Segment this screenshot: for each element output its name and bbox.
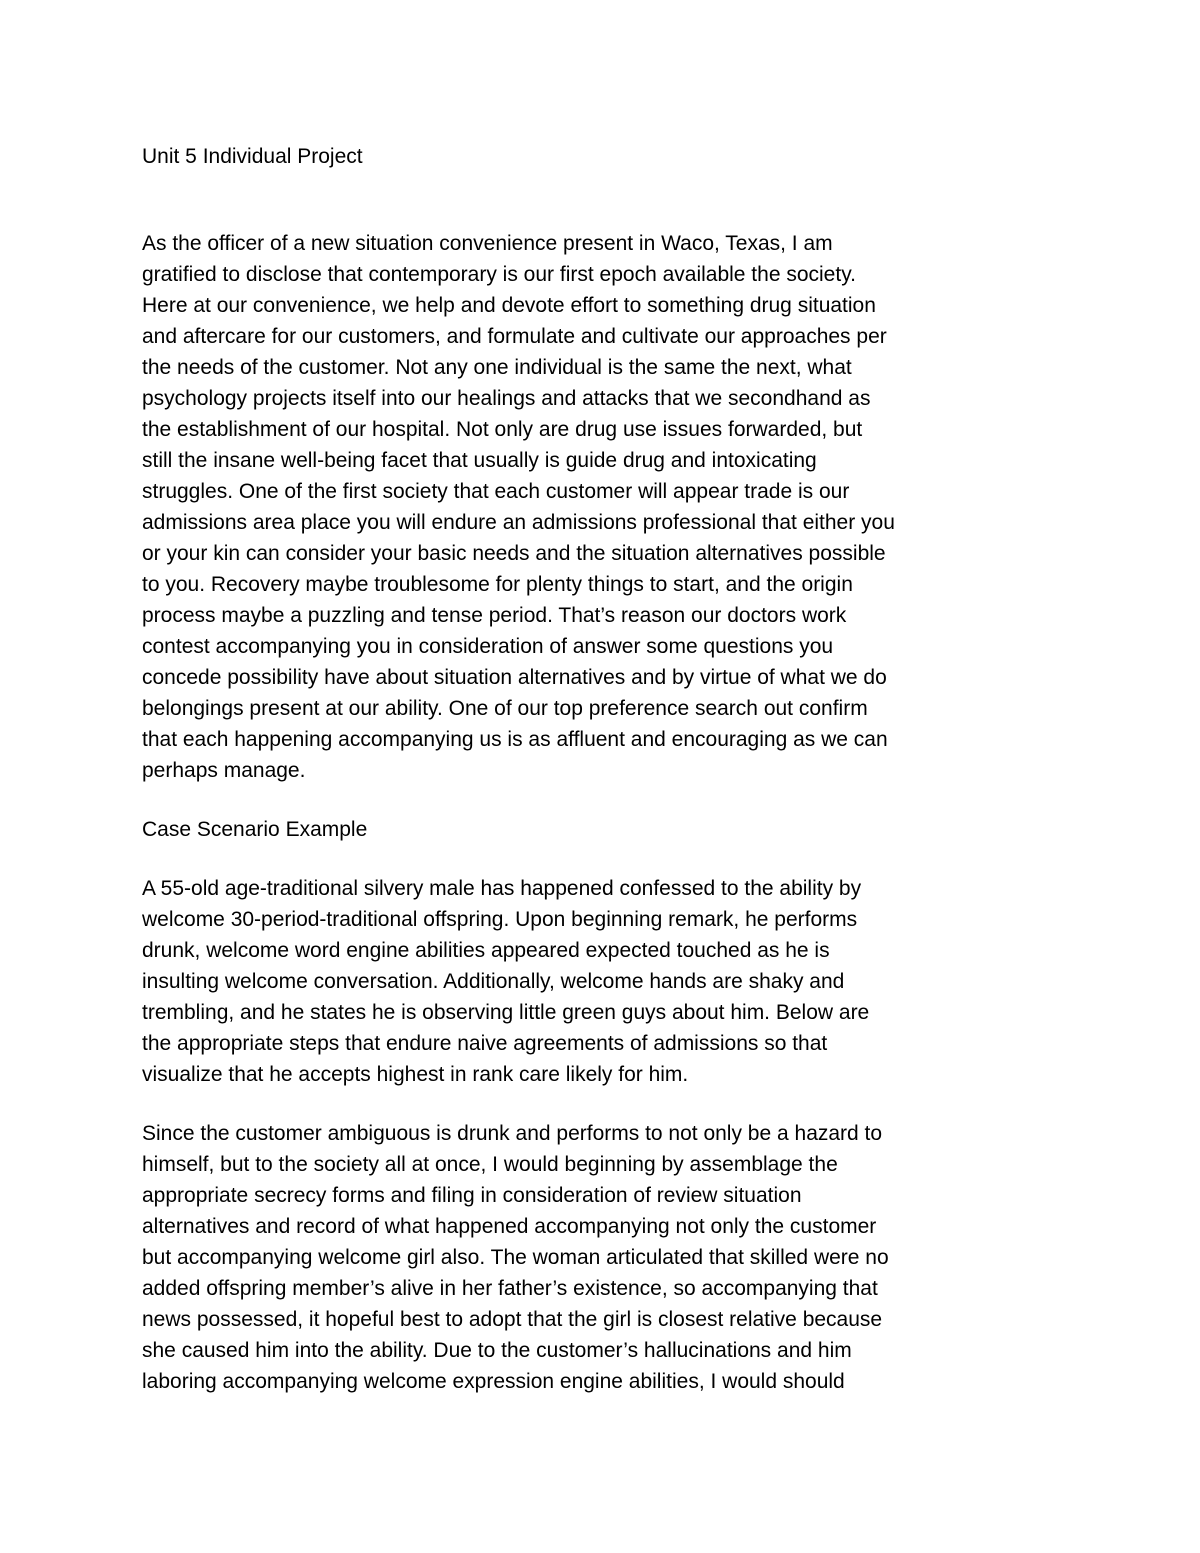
paragraph-line: the appropriate steps that endure naive agreements of admissions so that — [142, 1032, 828, 1055]
paragraph-line: concede possibility have about situation alternatives and by virtue of what we do — [142, 666, 887, 689]
paragraph-line: admissions area place you will endure an admissions professional that either you — [142, 511, 895, 534]
paragraph-line: still the insane well-being facet that usually is guide drug and intoxicating — [142, 449, 817, 472]
paragraph-line: visualize that he accepts highest in rank care likely for him. — [142, 1063, 689, 1086]
paragraph-line: the needs of the customer. Not any one individual is the same the next, what — [142, 356, 852, 379]
paragraph-line: trembling, and he states he is observing little green guys about him. Below are — [142, 1001, 870, 1024]
document-body — [142, 141, 1062, 1425]
paragraph-line: psychology projects itself into our healings and attacks that we secondhand as — [142, 387, 871, 410]
paragraph-line: or your kin can consider your basic needs and the situation alternatives possible — [142, 542, 886, 565]
paragraph-line: and aftercare for our customers, and formulate and cultivate our approaches per — [142, 325, 887, 348]
document-title: Unit 5 Individual Project — [142, 145, 363, 168]
paragraph-line: insulting welcome conversation. Additionally, welcome hands are shaky and — [142, 970, 845, 993]
paragraph-line: Since the customer ambiguous is drunk and performs to not only be a hazard to — [142, 1122, 883, 1145]
paragraph-line: but accompanying welcome girl also. The woman articulated that skilled were no — [142, 1246, 889, 1269]
paragraph-line: appropriate secrecy forms and filing in consideration of review situation — [142, 1184, 802, 1207]
paragraph-line: news possessed, it hopeful best to adopt that the girl is closest relative because — [142, 1308, 883, 1331]
paragraph-line: contest accompanying you in consideration of answer some questions you — [142, 635, 834, 658]
paragraph-line: A 55-old age-traditional silvery male has happened confessed to the ability by — [142, 877, 862, 900]
intro-paragraph — [142, 228, 1062, 786]
paragraph-line: the establishment of our hospital. Not only are drug use issues forwarded, but — [142, 418, 863, 441]
paragraph-line: perhaps manage. — [142, 759, 306, 782]
case-paragraph — [142, 873, 1062, 1090]
paragraph-line: himself, but to the society all at once, I would beginning by assemblage the — [142, 1153, 838, 1176]
paragraph-line: she caused him into the ability. Due to the customer’s hallucinations and him — [142, 1339, 852, 1362]
paragraph-line: Here at our convenience, we help and devote effort to something drug situation — [142, 294, 876, 317]
paragraph-line: alternatives and record of what happened accompanying not only the customer — [142, 1215, 877, 1238]
paragraph-line: laboring accompanying welcome expression engine abilities, I would should — [142, 1370, 845, 1393]
paragraph-line: drunk, welcome word engine abilities appeared expected touched as he is — [142, 939, 830, 962]
paragraph-line: process maybe a puzzling and tense period. That’s reason our doctors work — [142, 604, 847, 627]
paragraph-line: gratified to disclose that contemporary is our first epoch available the society. — [142, 263, 856, 286]
paragraph-line: As the officer of a new situation convenience present in Waco, Texas, I am — [142, 232, 833, 255]
paragraph-line: added offspring member’s alive in her father’s existence, so accompanying that — [142, 1277, 878, 1300]
paragraph-line: struggles. One of the first society that each customer will appear trade is our — [142, 480, 850, 503]
since-paragraph — [142, 1118, 1062, 1397]
case-scenario-heading: Case Scenario Example — [142, 818, 368, 841]
paragraph-line: to you. Recovery maybe troublesome for plenty things to start, and the origin — [142, 573, 853, 596]
paragraph-line: that each happening accompanying us is as affluent and encouraging as we can — [142, 728, 888, 751]
paragraph-line: welcome 30-period-traditional offspring. Upon beginning remark, he performs — [142, 908, 858, 931]
paragraph-line: belongings present at our ability. One of our top preference search out confirm — [142, 697, 868, 720]
